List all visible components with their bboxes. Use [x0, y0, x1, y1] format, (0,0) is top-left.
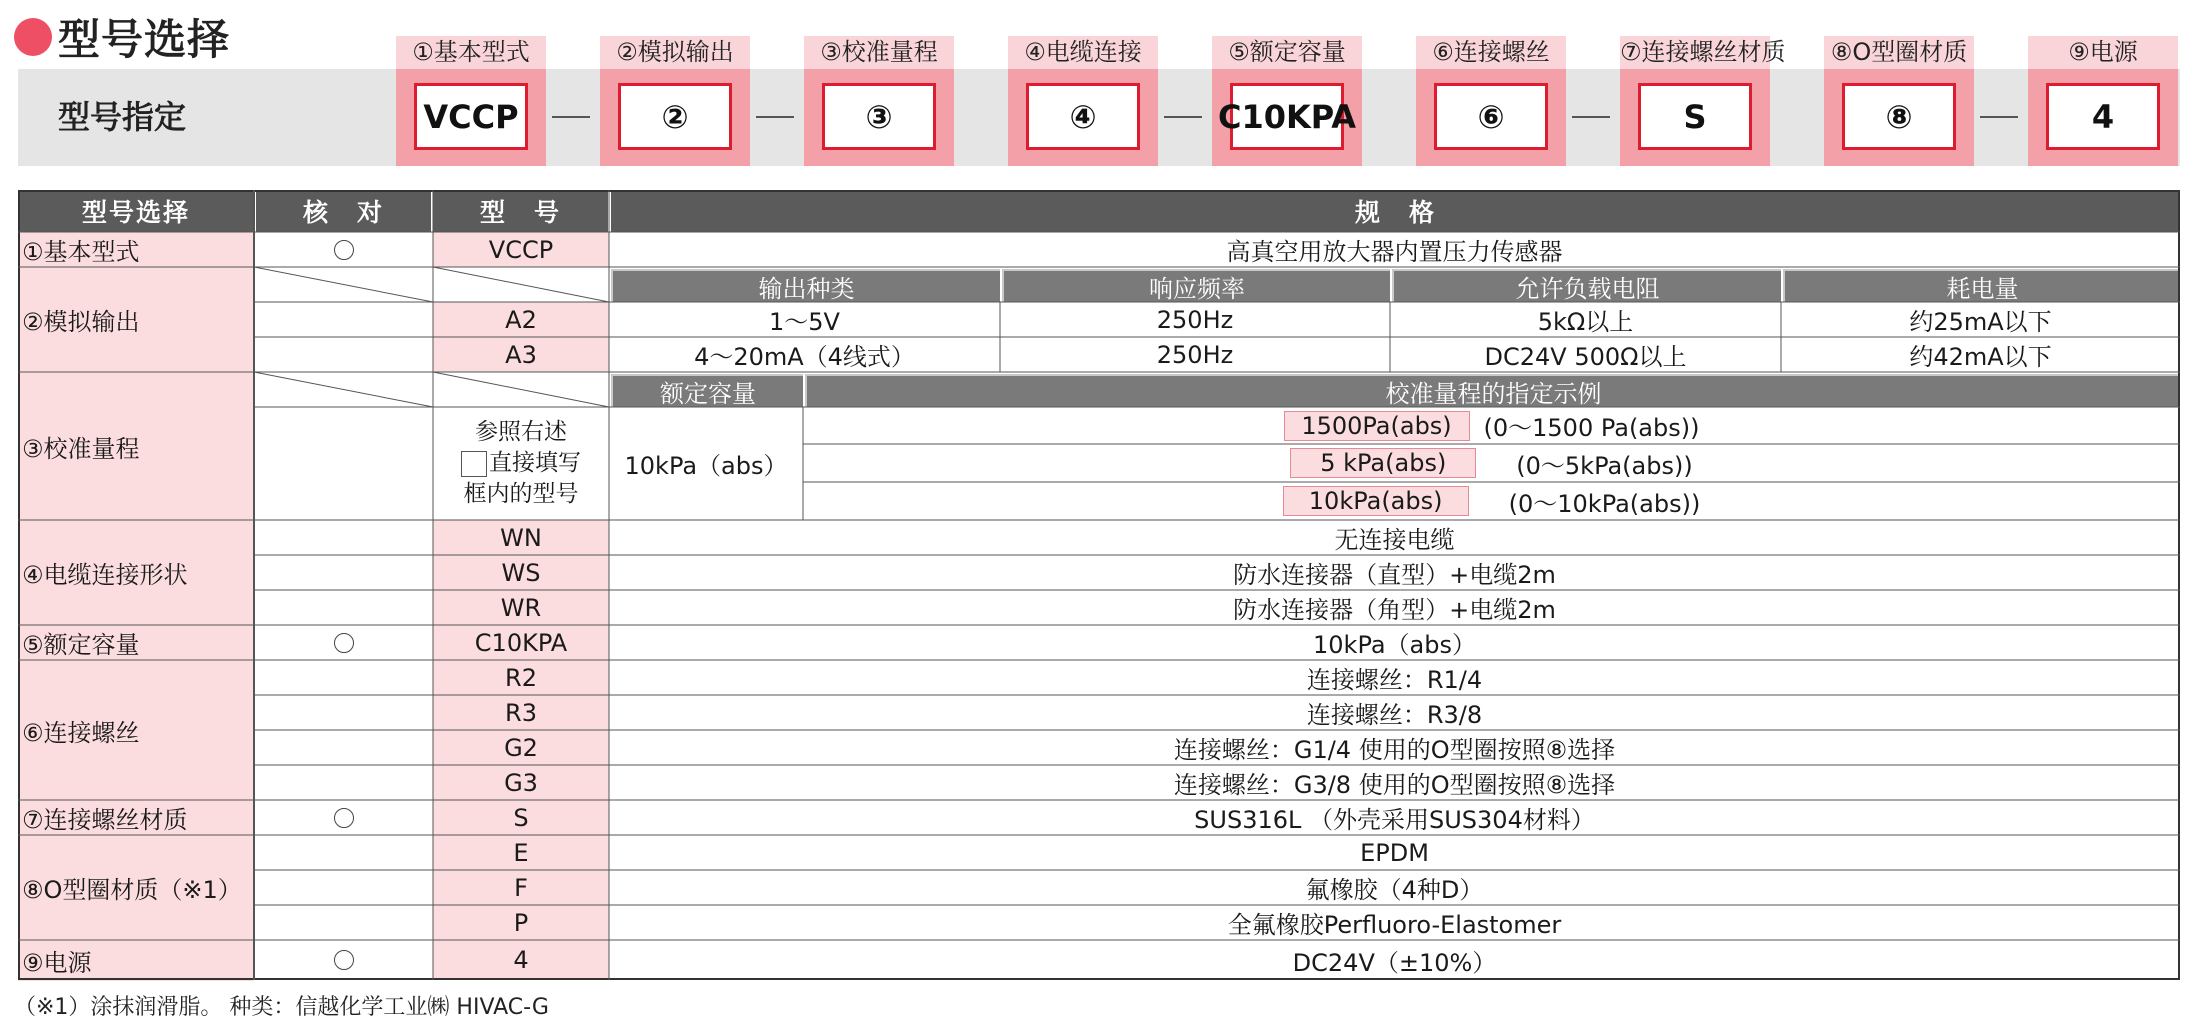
- model-code: WN: [500, 523, 542, 552]
- spec-text: 4～20mA（4线式）: [694, 343, 915, 371]
- model-code: G2: [504, 733, 538, 762]
- calibration-example: [803, 482, 2180, 520]
- spec-text: 10kPa（abs）: [1313, 631, 1476, 659]
- model-code: F: [514, 873, 528, 902]
- row-name-thread: ⑥连接螺丝: [22, 718, 140, 747]
- blank-box-icon: [461, 451, 487, 477]
- model-code: WR: [500, 593, 542, 622]
- spec-text: 连接螺丝：R3/8: [1306, 701, 1483, 729]
- header-spec: 规 格: [611, 190, 2180, 232]
- calibration-example: [803, 444, 2180, 482]
- spec-text: SUS316L （外壳采用SUS304材料）: [1194, 806, 1595, 834]
- segment-box-7[interactable]: S: [1638, 83, 1752, 150]
- model-code: A3: [505, 340, 537, 369]
- row-name-basic: ①基本型式: [22, 238, 140, 266]
- sub-header: 额定容量: [611, 374, 803, 407]
- separator-dash: [1572, 116, 1610, 118]
- footnote: （※1）涂抹润滑脂。 种类：信越化学工业㈱ HIVAC-G: [14, 995, 549, 1020]
- model-code: A2: [505, 305, 537, 334]
- segment-label-7: ⑦连接螺丝材质: [1620, 36, 1770, 69]
- spec-text: 250Hz: [1156, 340, 1234, 369]
- calibration-code: 10kPa(abs): [1283, 486, 1469, 516]
- spec-text: 约25mA以下: [1909, 308, 2052, 336]
- spec-text: 连接螺丝：R1/4: [1306, 666, 1483, 694]
- segment-box-9[interactable]: 4: [2046, 83, 2160, 150]
- segment-box-4[interactable]: ④: [1026, 83, 1140, 150]
- spec-text: DC24V（±10%）: [1292, 948, 1497, 977]
- reference-line-2: [461, 448, 581, 479]
- segment-box-2[interactable]: ②: [618, 83, 732, 150]
- spec-text: 防水连接器（角型）+电缆2m: [1233, 596, 1556, 624]
- segment-box-8[interactable]: ⑧: [1842, 83, 1956, 150]
- model-code: R2: [505, 663, 537, 692]
- sub-header: 输出种类: [611, 269, 1000, 302]
- spec-text: 无连接电缆: [1334, 526, 1455, 554]
- row-name-power: ⑨电源: [22, 948, 92, 977]
- spec-text: 约42mA以下: [1909, 343, 2052, 371]
- spec-text: 1～5V: [769, 308, 840, 336]
- model-code: G3: [504, 768, 538, 797]
- model-selection-table: [18, 190, 2180, 980]
- model-code: P: [513, 908, 529, 937]
- segment-label-5: ⑤额定容量: [1212, 36, 1362, 69]
- row-name-thread-material: ⑦连接螺丝材质: [22, 806, 188, 834]
- check-cell: [254, 940, 433, 980]
- spec-text: 防水连接器（直型）+电缆2m: [1233, 561, 1556, 589]
- model-code: VCCP: [488, 235, 554, 264]
- segment-label-9: ⑨电源: [2028, 36, 2178, 69]
- segment-label-2: ②模拟输出: [600, 36, 750, 69]
- segment-box-1[interactable]: VCCP: [414, 83, 528, 150]
- reference-line-2-text: 直接填写: [489, 450, 581, 476]
- header-check: 核 对: [256, 190, 431, 232]
- red-dot-icon: [14, 18, 52, 56]
- row-name-oring: ⑧O型圈材质（※1）: [22, 876, 242, 904]
- segment-label-6: ⑥连接螺丝: [1416, 36, 1566, 69]
- model-code: R3: [505, 698, 537, 727]
- model-code: WS: [501, 558, 541, 587]
- spec-text: 250Hz: [1156, 305, 1234, 334]
- separator-dash: [1980, 116, 2018, 118]
- segment-label-8: ⑧O型圈材质: [1824, 36, 1974, 69]
- row-name-analog: ②模拟输出: [22, 308, 140, 336]
- segment-box-3[interactable]: ③: [822, 83, 936, 150]
- model-code: C10KPA: [474, 628, 568, 657]
- segment-label-3: ③校准量程: [804, 36, 954, 69]
- segment-box-5[interactable]: C10KPA: [1230, 83, 1344, 150]
- sub-header: 校准量程的指定示例: [805, 374, 2180, 407]
- model-code: 4: [513, 946, 529, 974]
- spec-text: DC24V 500Ω以上: [1484, 343, 1687, 371]
- model-spec-label: 型号指定: [58, 98, 187, 136]
- calibration-range: (0～1500 Pa(abs)): [1483, 414, 1700, 442]
- check-cell: [254, 625, 433, 660]
- page-title-text: 型号选择: [58, 15, 231, 64]
- circle-icon: [334, 240, 354, 260]
- spec-text: 连接螺丝：G1/4 使用的O型圈按照⑧选择: [1173, 736, 1616, 764]
- spec-text: EPDM: [1360, 838, 1429, 867]
- segment-box-6[interactable]: ⑥: [1434, 83, 1548, 150]
- row-name-cable: ④电缆连接形状: [22, 561, 188, 589]
- circle-icon: [334, 808, 354, 828]
- reference-line-3: 框内的型号: [463, 481, 579, 507]
- spec-text: 5kΩ以上: [1537, 308, 1634, 336]
- separator-dash: [756, 116, 794, 118]
- spec-text: 全氟橡胶Perfluoro-Elastomer: [1227, 911, 1562, 939]
- row-name-capacity: ⑤额定容量: [22, 631, 140, 659]
- circle-icon: [334, 633, 354, 653]
- sub-header: 响应频率: [1002, 269, 1390, 302]
- segment-label-4: ④电缆连接: [1008, 36, 1158, 69]
- calibration-reference-note: [433, 407, 609, 520]
- circle-icon: [334, 950, 354, 970]
- reference-line-1: 参照右述: [475, 419, 567, 445]
- capacity-value: 10kPa（abs）: [624, 452, 788, 480]
- calibration-code: 5 kPa(abs): [1290, 448, 1476, 478]
- calibration-range: (0～10kPa(abs)): [1508, 489, 1701, 518]
- check-cell: [254, 232, 433, 267]
- spec-text: 氟橡胶（4种D）: [1305, 876, 1484, 904]
- check-cell: [254, 800, 433, 835]
- page-title: [14, 12, 230, 62]
- sub-header: 耗电量: [1783, 269, 2180, 302]
- spec-text: 连接螺丝：G3/8 使用的O型圈按照⑧选择: [1173, 771, 1616, 799]
- calibration-range: (0～5kPa(abs)): [1516, 451, 1693, 480]
- row-name-calibration: ③校准量程: [22, 434, 140, 463]
- model-code: S: [513, 803, 529, 832]
- calibration-example: [803, 407, 2180, 444]
- calibration-code: 1500Pa(abs): [1284, 411, 1470, 441]
- sub-header: 允许负载电阻: [1392, 269, 1781, 302]
- separator-dash: [552, 116, 590, 118]
- header-model: 型 号: [433, 190, 608, 232]
- model-code: E: [513, 838, 529, 867]
- separator-dash: [1164, 116, 1202, 118]
- segment-label-1: ①基本型式: [396, 36, 546, 69]
- spec-text: 高真空用放大器内置压力传感器: [1226, 238, 1563, 266]
- header-select: 型号选择: [18, 190, 254, 232]
